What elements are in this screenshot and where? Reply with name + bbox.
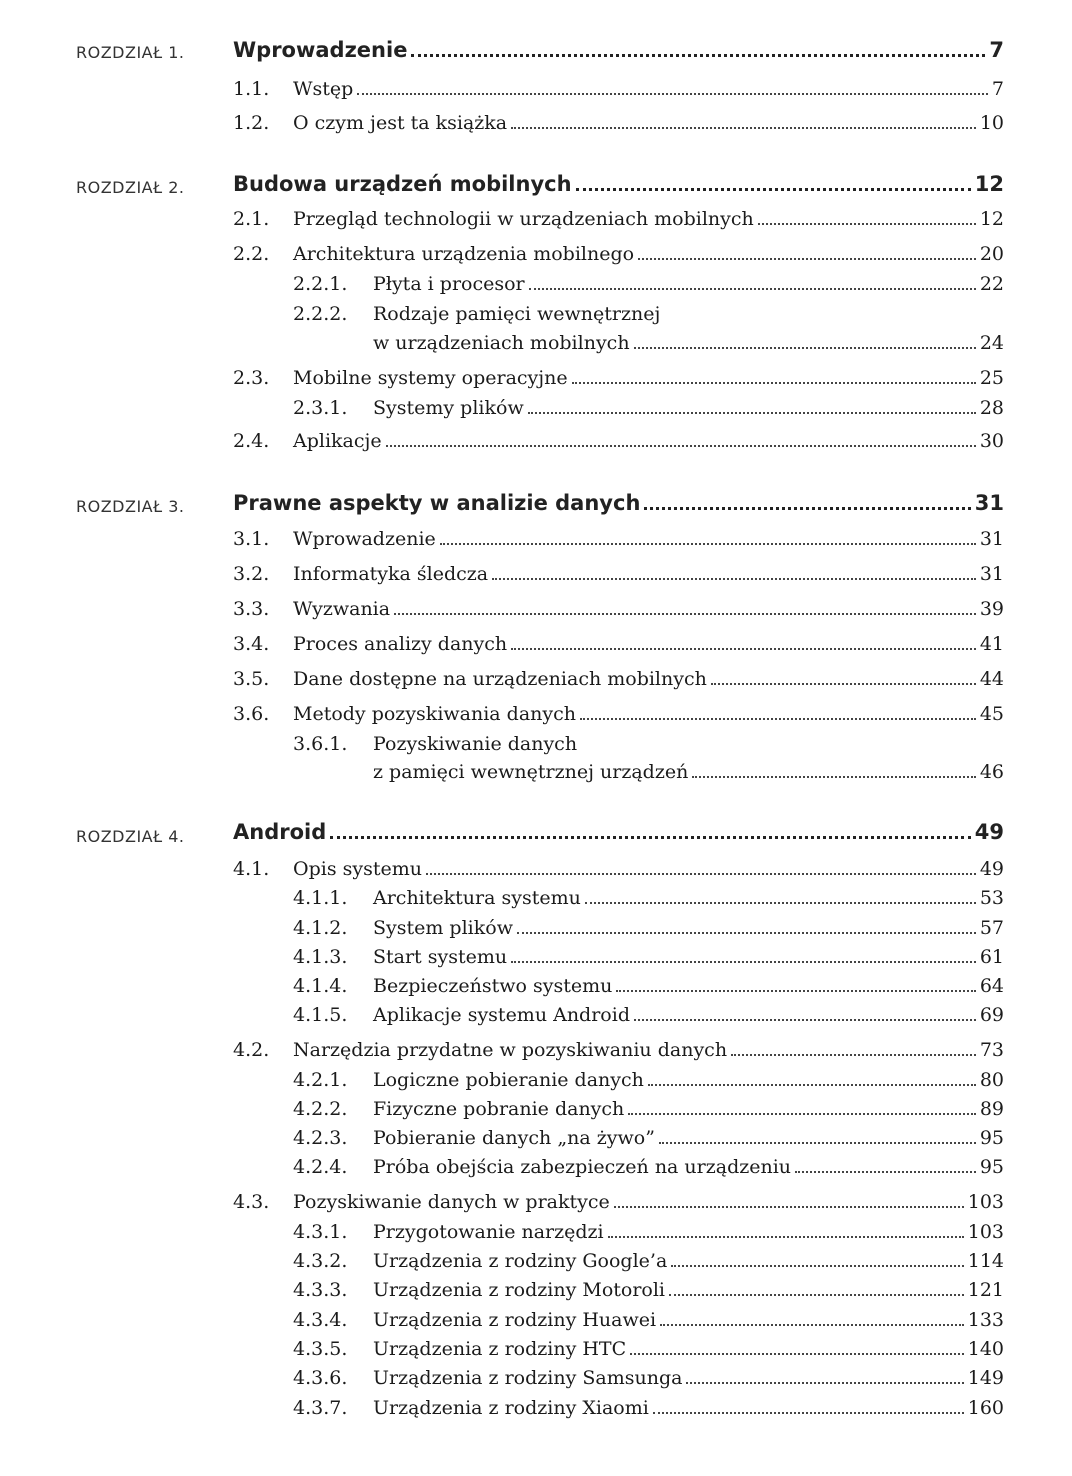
subsection-number: 4.3.2. xyxy=(293,1250,348,1272)
page-number: 10 xyxy=(979,112,1004,134)
toc-entry xyxy=(233,703,1004,725)
subsection-title: Architektura systemu xyxy=(373,887,581,909)
dot-leader xyxy=(653,1408,964,1414)
page-number: 30 xyxy=(979,430,1004,452)
toc-subentry xyxy=(293,917,1004,939)
dot-leader xyxy=(634,1015,976,1021)
dot-leader xyxy=(630,1349,964,1355)
section-title: Informatyka śledcza xyxy=(293,563,489,585)
section-title: Metody pozyskiwania danych xyxy=(293,703,577,725)
dot-leader xyxy=(608,1232,964,1238)
dot-leader xyxy=(628,1109,976,1115)
dot-leader xyxy=(580,714,976,720)
subsection-number: 4.1.2. xyxy=(293,917,348,939)
page-number: 22 xyxy=(979,273,1004,295)
toc-subentry xyxy=(293,1127,1004,1149)
chapter-title: Wprowadzenie xyxy=(233,38,408,62)
dot-leader xyxy=(644,503,970,510)
toc-entry xyxy=(233,1039,1004,1061)
page-number: 31 xyxy=(974,491,1004,515)
subsection-number: 4.1.4. xyxy=(293,975,348,997)
page-number: 24 xyxy=(979,332,1004,354)
dot-leader xyxy=(576,184,971,191)
dot-leader xyxy=(394,609,976,615)
dot-leader xyxy=(492,574,976,580)
toc-subentry xyxy=(293,1250,1004,1272)
page-number: 103 xyxy=(967,1221,1004,1243)
chapter-title: Prawne aspekty w analizie danych xyxy=(233,491,641,515)
page-number: 73 xyxy=(979,1039,1004,1061)
chapter-label: ROZDZIAŁ 4. xyxy=(76,827,185,846)
page-number: 7 xyxy=(991,78,1004,100)
page-number: 31 xyxy=(979,563,1004,585)
subsection-number: 4.2.1. xyxy=(293,1069,348,1091)
chapter-entry xyxy=(233,38,1004,62)
toc-entry xyxy=(233,243,1004,265)
section-title: Aplikacje xyxy=(293,430,382,452)
section-title: Narzędzia przydatne w pozyskiwaniu danych xyxy=(293,1039,728,1061)
chapter-entry xyxy=(233,820,1004,844)
dot-leader xyxy=(758,219,976,225)
section-title: Dane dostępne na urządzeniach mobilnych xyxy=(293,668,707,690)
dot-leader xyxy=(386,441,976,447)
dot-leader xyxy=(357,89,988,95)
subsection-title-line2: z pamięci wewnętrznej urządzeń xyxy=(373,761,689,783)
dot-leader xyxy=(614,1202,964,1208)
dot-leader xyxy=(517,928,976,934)
section-title: Architektura urządzenia mobilnego xyxy=(293,243,635,265)
toc-subentry xyxy=(293,1338,1004,1360)
chapter-entry xyxy=(233,491,1004,515)
toc-entry xyxy=(233,528,1004,550)
toc-subentry xyxy=(293,975,1004,997)
dot-leader xyxy=(648,1080,976,1086)
subsection-number: 4.3.6. xyxy=(293,1367,348,1389)
dot-leader xyxy=(411,50,985,57)
dot-leader xyxy=(660,1320,964,1326)
toc-entry xyxy=(233,112,1004,134)
subsection-number: 4.3.3. xyxy=(293,1279,348,1301)
dot-leader xyxy=(511,123,976,129)
dot-leader xyxy=(330,832,971,839)
toc-subentry xyxy=(293,1279,1004,1301)
page-number: 89 xyxy=(979,1098,1004,1120)
page-number: 46 xyxy=(979,761,1004,783)
page-number: 149 xyxy=(967,1367,1004,1389)
toc-subentry xyxy=(293,1069,1004,1091)
subsection-title: Urządzenia z rodziny Motoroli xyxy=(373,1279,666,1301)
subsection-number: 4.3.1. xyxy=(293,1221,348,1243)
section-title: Opis systemu xyxy=(293,858,422,880)
dot-leader xyxy=(795,1167,976,1173)
subsection-title: Pobieranie danych „na żywo” xyxy=(373,1127,655,1149)
page-number: 80 xyxy=(979,1069,1004,1091)
toc-entry xyxy=(233,633,1004,655)
page-number: 7 xyxy=(989,38,1004,62)
subsection-title: Aplikacje systemu Android xyxy=(373,1004,630,1026)
toc-subentry xyxy=(293,1098,1004,1120)
dot-leader xyxy=(511,957,976,963)
subsection-title: Urządzenia z rodziny Google’a xyxy=(373,1250,668,1272)
dot-leader xyxy=(528,408,976,414)
toc-subentry xyxy=(293,1156,1004,1178)
page-number: 28 xyxy=(979,397,1004,419)
subsection-number: 3.6.1. xyxy=(293,733,348,755)
dot-leader xyxy=(686,1378,963,1384)
subsection-number: 4.1.3. xyxy=(293,946,348,968)
toc-subentry xyxy=(293,273,1004,295)
section-number: 3.5. xyxy=(233,668,270,690)
subsection-title-line2: w urządzeniach mobilnych xyxy=(373,332,630,354)
chapter-title: Budowa urządzeń mobilnych xyxy=(233,172,572,196)
toc-entry xyxy=(233,78,1004,100)
page-number: 45 xyxy=(979,703,1004,725)
section-number: 1.1. xyxy=(233,78,270,100)
toc-subentry xyxy=(293,1309,1004,1331)
page-number: 25 xyxy=(979,367,1004,389)
subsection-title: Bezpieczeństwo systemu xyxy=(373,975,613,997)
toc-subentry xyxy=(293,1367,1004,1389)
subsection-number: 4.1.1. xyxy=(293,887,348,909)
subsection-title: Płyta i procesor xyxy=(373,273,525,295)
subsection-number: 4.3.5. xyxy=(293,1338,348,1360)
toc-subentry xyxy=(293,303,1004,325)
section-title: Pozyskiwanie danych w praktyce xyxy=(293,1191,610,1213)
subsection-title-line1: Rodzaje pamięci wewnętrznej xyxy=(373,303,661,325)
chapter-title: Android xyxy=(233,820,327,844)
chapter-entry xyxy=(233,172,1004,196)
page-number: 39 xyxy=(979,598,1004,620)
subsection-number: 2.2.2. xyxy=(293,303,348,325)
page-number: 64 xyxy=(979,975,1004,997)
subsection-title: Przygotowanie narzędzi xyxy=(373,1221,604,1243)
toc-entry xyxy=(233,563,1004,585)
toc-subentry xyxy=(293,733,1004,755)
section-number: 2.2. xyxy=(233,243,270,265)
dot-leader xyxy=(585,898,976,904)
dot-leader xyxy=(731,1050,976,1056)
dot-leader xyxy=(659,1138,976,1144)
dot-leader xyxy=(711,679,976,685)
toc-subentry-continued xyxy=(373,332,1004,354)
section-number: 4.1. xyxy=(233,858,270,880)
subsection-title: Start systemu xyxy=(373,946,508,968)
toc-subentry xyxy=(293,887,1004,909)
page-number: 57 xyxy=(979,917,1004,939)
subsection-number: 2.3.1. xyxy=(293,397,348,419)
chapter-label: ROZDZIAŁ 3. xyxy=(76,497,185,516)
page-number: 12 xyxy=(979,208,1004,230)
section-number: 3.4. xyxy=(233,633,270,655)
section-number: 1.2. xyxy=(233,112,270,134)
toc-entry xyxy=(233,668,1004,690)
subsection-title: Urządzenia z rodziny HTC xyxy=(373,1338,627,1360)
toc-entry xyxy=(233,430,1004,452)
subsection-title: Urządzenia z rodziny Xiaomi xyxy=(373,1397,649,1419)
subsection-number: 4.3.7. xyxy=(293,1397,348,1419)
page-number: 140 xyxy=(967,1338,1004,1360)
section-number: 2.3. xyxy=(233,367,270,389)
subsection-title: Logiczne pobieranie danych xyxy=(373,1069,644,1091)
page-number: 95 xyxy=(979,1127,1004,1149)
dot-leader xyxy=(692,772,975,778)
page-number: 69 xyxy=(979,1004,1004,1026)
section-title: O czym jest ta książka xyxy=(293,112,508,134)
toc-entry xyxy=(233,598,1004,620)
section-number: 4.2. xyxy=(233,1039,270,1061)
toc-subentry xyxy=(293,1221,1004,1243)
page-number: 44 xyxy=(979,668,1004,690)
subsection-title: Próba obejścia zabezpieczeń na urządzeniu xyxy=(373,1156,792,1178)
dot-leader xyxy=(671,1261,963,1267)
subsection-number: 4.1.5. xyxy=(293,1004,348,1026)
subsection-number: 4.2.3. xyxy=(293,1127,348,1149)
section-number: 2.1. xyxy=(233,208,270,230)
toc-subentry xyxy=(293,946,1004,968)
subsection-number: 4.2.4. xyxy=(293,1156,348,1178)
dot-leader xyxy=(572,378,976,384)
dot-leader xyxy=(616,986,975,992)
section-number: 3.6. xyxy=(233,703,270,725)
chapter-label: ROZDZIAŁ 1. xyxy=(76,43,185,62)
subsection-title: Urządzenia z rodziny Samsunga xyxy=(373,1367,683,1389)
toc-subentry xyxy=(293,1004,1004,1026)
toc-entry xyxy=(233,208,1004,230)
section-number: 3.1. xyxy=(233,528,270,550)
dot-leader xyxy=(634,343,976,349)
page-number: 12 xyxy=(974,172,1004,196)
section-title: Wstęp xyxy=(293,78,354,100)
subsection-title-line1: Pozyskiwanie danych xyxy=(373,733,578,755)
page-number: 103 xyxy=(967,1191,1004,1213)
section-number: 3.2. xyxy=(233,563,270,585)
subsection-number: 2.2.1. xyxy=(293,273,348,295)
dot-leader xyxy=(426,869,976,875)
section-title: Wyzwania xyxy=(293,598,391,620)
toc-entry xyxy=(233,858,1004,880)
page-number: 160 xyxy=(967,1397,1004,1419)
subsection-number: 4.3.4. xyxy=(293,1309,348,1331)
chapter-label: ROZDZIAŁ 2. xyxy=(76,178,185,197)
page-number: 31 xyxy=(979,528,1004,550)
section-number: 3.3. xyxy=(233,598,270,620)
page-number: 95 xyxy=(979,1156,1004,1178)
section-number: 4.3. xyxy=(233,1191,270,1213)
page-number: 53 xyxy=(979,887,1004,909)
toc-entry xyxy=(233,1191,1004,1213)
section-title: Przegląd technologii w urządzeniach mobilnych xyxy=(293,208,754,230)
subsection-title: System plików xyxy=(373,917,513,939)
page-number: 133 xyxy=(967,1309,1004,1331)
toc-subentry xyxy=(293,1397,1004,1419)
section-number: 2.4. xyxy=(233,430,270,452)
subsection-number: 4.2.2. xyxy=(293,1098,348,1120)
subsection-title: Urządzenia z rodziny Huawei xyxy=(373,1309,657,1331)
page-number: 49 xyxy=(974,820,1004,844)
dot-leader xyxy=(638,254,976,260)
dot-leader xyxy=(511,644,976,650)
section-title: Proces analizy danych xyxy=(293,633,508,655)
dot-leader xyxy=(669,1290,964,1296)
toc-subentry xyxy=(293,397,1004,419)
subsection-title: Systemy plików xyxy=(373,397,524,419)
page-number: 61 xyxy=(979,946,1004,968)
dot-leader xyxy=(440,539,976,545)
subsection-title: Fizyczne pobranie danych xyxy=(373,1098,625,1120)
toc-entry xyxy=(233,367,1004,389)
section-title: Wprowadzenie xyxy=(293,528,436,550)
page-number: 41 xyxy=(979,633,1004,655)
page-number: 114 xyxy=(967,1250,1004,1272)
toc-subentry-continued xyxy=(373,761,1004,783)
dot-leader xyxy=(529,284,976,290)
section-title: Mobilne systemy operacyjne xyxy=(293,367,568,389)
page-number: 121 xyxy=(967,1279,1004,1301)
page-number: 49 xyxy=(979,858,1004,880)
page-number: 20 xyxy=(979,243,1004,265)
